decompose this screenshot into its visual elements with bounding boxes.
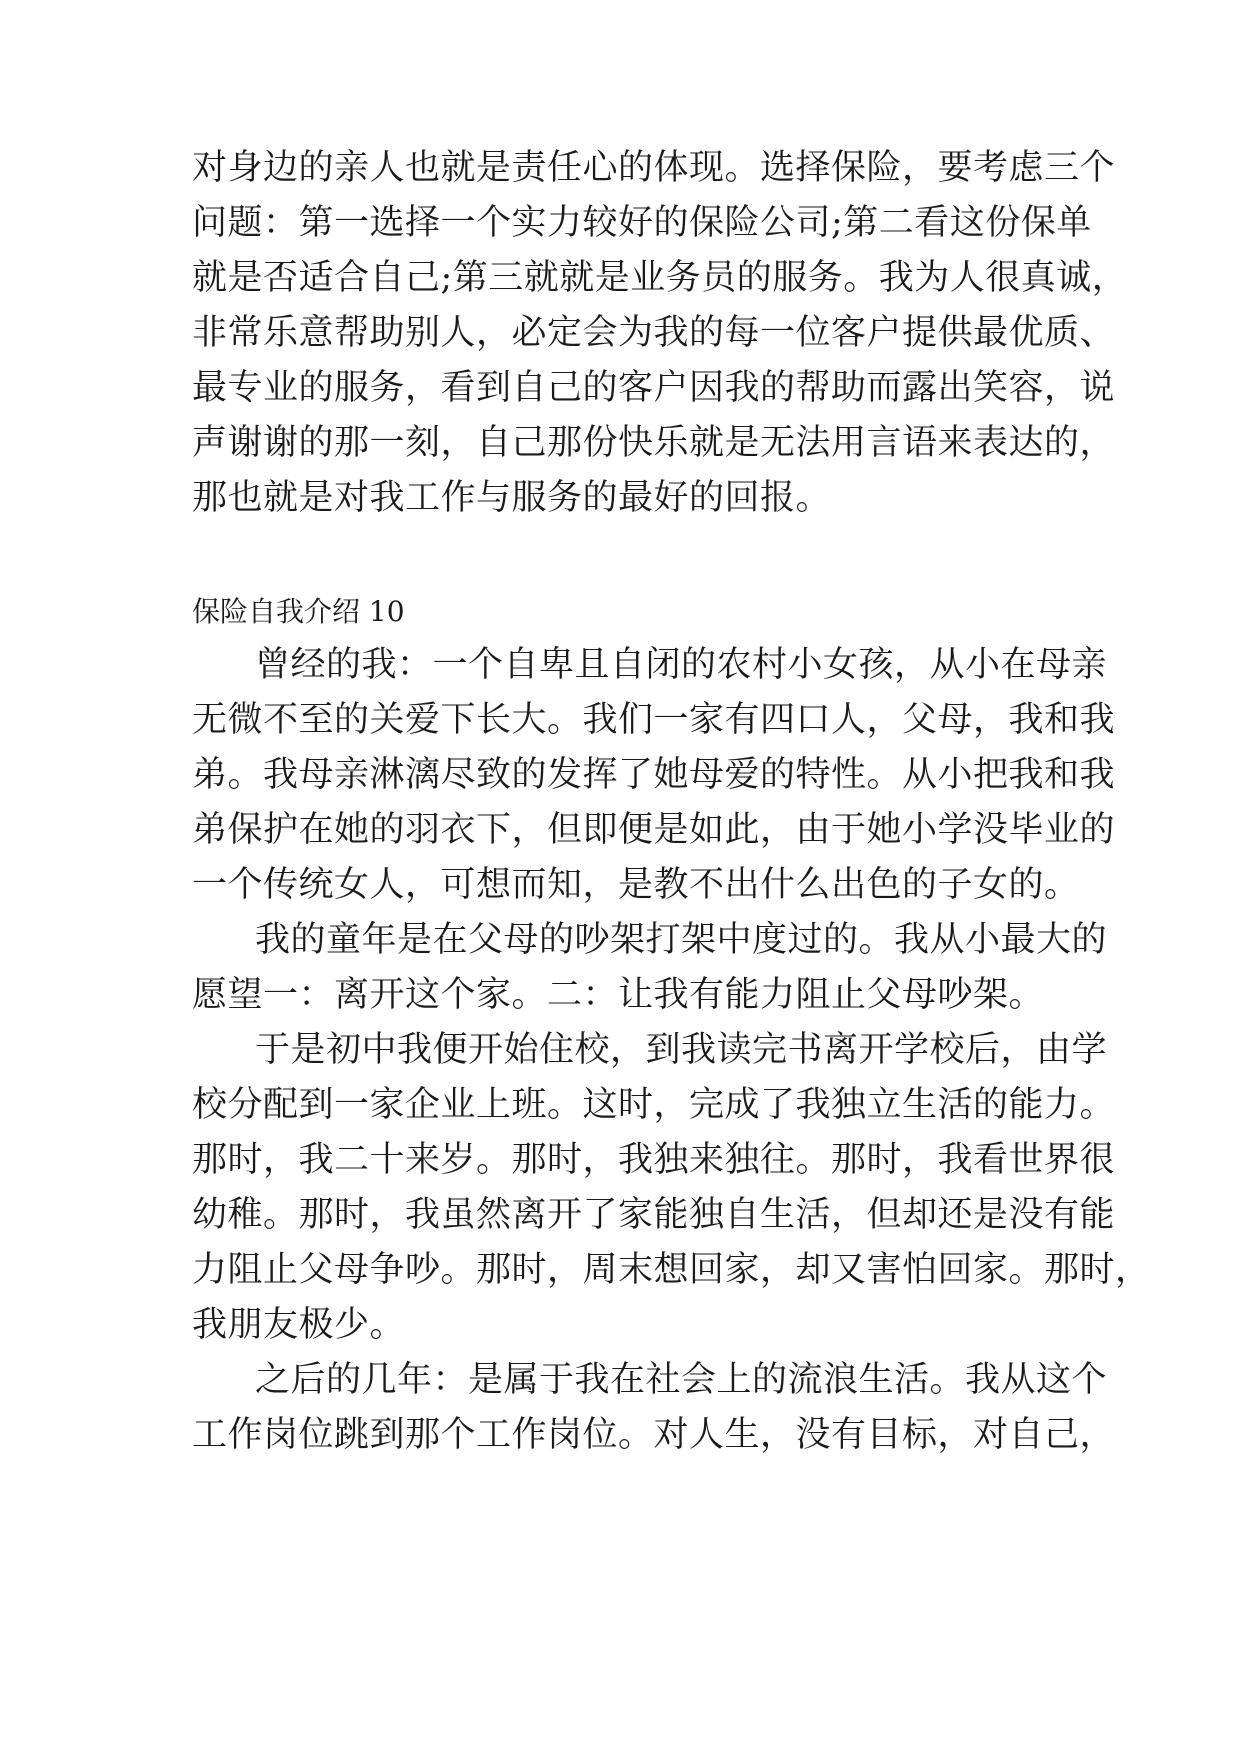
text-line: 就是否适合自己;第三就就是业务员的服务。我为人很真诚，: [192, 258, 1128, 298]
text-line: 我的童年是在父母的吵架打架中度过的。我从小最大的: [255, 920, 1108, 960]
text-line: 对身边的亲人也就是责任心的体现。选择保险，要考虑三个: [192, 148, 1116, 188]
text-line: 一个传统女人，可想而知，是教不出什么出色的子女的。: [192, 865, 1080, 905]
text-line: 我朋友极少。: [192, 1305, 406, 1345]
text-line: 那也就是对我工作与服务的最好的回报。: [192, 478, 832, 518]
text-line: 弟保护在她的羽衣下，但即便是如此，由于她小学没毕业的: [192, 810, 1116, 850]
text-line: 于是初中我便开始住校，到我读完书离开学校后，由学: [255, 1030, 1108, 1070]
section-heading: 保险自我介绍 10: [192, 595, 405, 628]
text-line: 声谢谢的那一刻，自己那份快乐就是无法用言语来表达的，: [192, 423, 1116, 463]
text-line: 愿望一：离开这个家。二：让我有能力阻止父母吵架。: [192, 975, 1045, 1015]
text-line: 力阻止父母争吵。那时，周末想回家，却又害怕回家。那时，: [192, 1250, 1151, 1290]
text-line: 那时，我二十来岁。那时，我独来独往。那时，我看世界很: [192, 1140, 1116, 1180]
text-line: 最专业的服务，看到自己的客户因我的帮助而露出笑容，说: [192, 368, 1116, 408]
text-line: 工作岗位跳到那个工作岗位。对人生，没有目标，对自己，: [192, 1415, 1116, 1455]
text-line: 校分配到一家企业上班。这时，完成了我独立生活的能力。: [192, 1085, 1116, 1125]
text-line: 之后的几年：是属于我在社会上的流浪生活。我从这个: [255, 1360, 1108, 1400]
text-line: 问题：第一选择一个实力较好的保险公司;第二看这份保单: [192, 203, 1092, 243]
text-line: 非常乐意帮助别人，必定会为我的每一位客户提供最优质、: [192, 313, 1116, 353]
text-line: 弟。我母亲淋漓尽致的发挥了她母爱的特性。从小把我和我: [192, 755, 1116, 795]
text-line: 无微不至的关爱下长大。我们一家有四口人，父母，我和我: [192, 700, 1116, 740]
text-line: 幼稚。那时，我虽然离开了家能独自生活，但却还是没有能: [192, 1195, 1116, 1235]
text-line: 曾经的我：一个自卑且自闭的农村小女孩，从小在母亲: [255, 645, 1108, 685]
